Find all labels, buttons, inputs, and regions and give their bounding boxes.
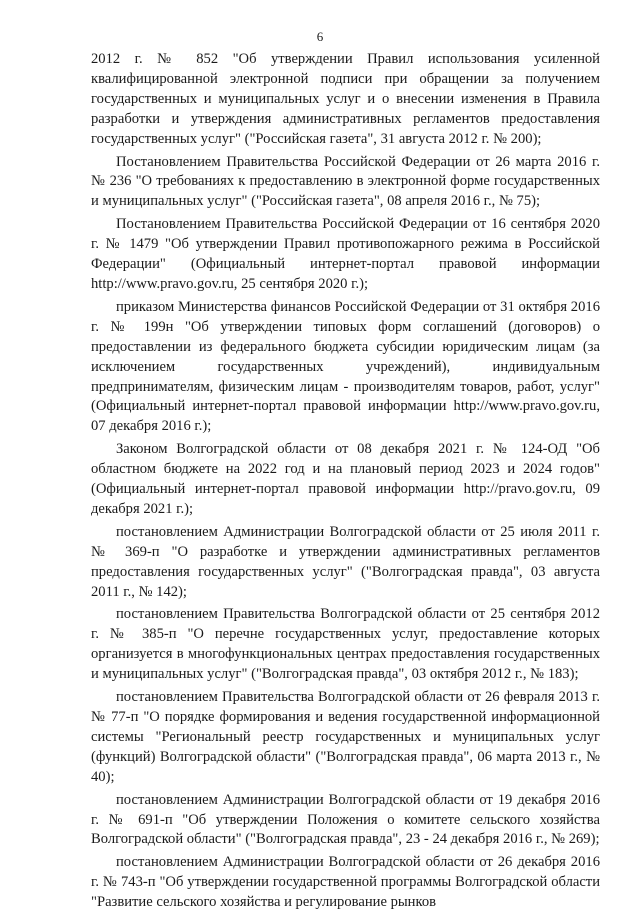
paragraph: постановлением Администрации Волгоградской области от 19 декабря 2016 г. № 691-п "Об утверждении Положения о комитете сельского хозяйства Волгоградской области" ("Волгоградская правда", 23 - 24 декабря 2016 г., № 269); xyxy=(91,791,600,848)
paragraph: постановлением Правительства Волгоградской области от 25 сентября 2012 г. № 385-п "О перечне государственных услуг, предоставление которых организуется в многофункциональных центрах предоставления государственных и муниципальных услуг" ("Волгоградская правда", 03 октября 2012 г., № 183); xyxy=(91,606,600,683)
document-body xyxy=(91,50,600,916)
paragraph: Постановлением Правительства Российской Федерации от 26 марта 2016 г. № 236 "О требованиях к предоставлению в электронной форме государственных и муниципальных услуг" ("Российская газета", 08 апреля 2016 г., № 75); xyxy=(91,153,600,210)
page-number: 6 xyxy=(316,29,324,44)
paragraph: постановлением Правительства Волгоградской области от 26 февраля 2013 г. № 77-п "О порядке формирования и ведения государственной информационной системы "Региональный реестр государственных и муниципальных услуг (функций) Волгоградской области" ("Волгоградская правда", 06 марта 2013 г., № 40); xyxy=(91,689,600,785)
paragraph: Постановлением Правительства Российской Федерации от 16 сентября 2020 г. № 1479 "Об утверждении Правил противопожарного режима в Российской Федерации" (Официальный интернет-портал правовой информации http://www.pravo.gov.ru, 25 сентября 2020 г.); xyxy=(91,216,600,292)
paragraph: Законом Волгоградской области от 08 декабря 2021 г. № 124-ОД "Об областном бюджете на 2022 год и на плановый период 2023 и 2024 годов" (Официальный интернет-портал правовой информации http://pravo.gov.ru, 09 декабря 2021 г.); xyxy=(91,441,600,517)
paragraph: постановлением Администрации Волгоградской области от 25 июля 2011 г. № 369-п "О разработке и утверждении административных регламентов предоставления государственных услуг" ("Волгоградская правда", 03 августа 2011 г., № 142); xyxy=(91,523,600,600)
paragraph: 2012 г. № 852 "Об утверждении Правил использования усиленной квалифицированной электронной подписи при обращении за получением государственных и муниципальных услуг и о внесении изменения в Правила разработки и утверждения административных регламентов предоставления государственных услуг" ("Российская газета", 31 августа 2012 г. № 200); xyxy=(91,51,600,147)
paragraph: постановлением Администрации Волгоградской области от 26 декабря 2016 г. № 743-п "Об утверждении государственной программы Волгоградской области "Развитие сельского хозяйства и регулирование рынков xyxy=(91,854,600,911)
paragraph: приказом Министерства финансов Российской Федерации от 31 октября 2016 г. № 199н "Об утверждении типовых форм соглашений (договоров) о предоставлении из федерального бюджета субсидии юридическим лицам (за исключением государственных учреждений), индивидуальным предпринимателям, физическим лицам - производителям товаров, работ, услуг" (Официальный интернет-портал правовой информации http://www.pravo.gov.ru, 07 декабря 2016 г.); xyxy=(91,298,600,435)
